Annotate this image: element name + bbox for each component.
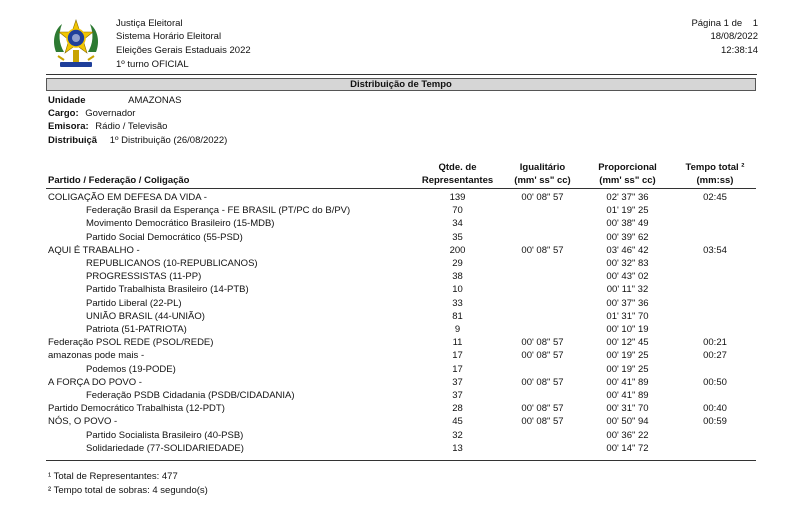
party-name: Patriota (51-PATRIOTA) (86, 324, 187, 335)
table-row (0, 336, 788, 349)
header-round: 1º turno OFICIAL (116, 59, 189, 70)
table-row (0, 231, 788, 244)
representantes-value: 139 (449, 192, 466, 203)
representantes-value: 17 (452, 363, 463, 375)
table-row (0, 323, 788, 336)
header-election: Eleições Gerais Estaduais 2022 (116, 45, 251, 56)
proporcional-value: 00' 19" 25 (606, 350, 649, 362)
emissora-value: Rádio / Televisão (95, 121, 168, 132)
party-name: Partido Liberal (22-PL) (86, 297, 182, 309)
tempo-total-value: 00:59 (703, 416, 727, 428)
party-name: AQUI É TRABALHO - (48, 244, 140, 256)
header-rule (46, 74, 757, 75)
party-name: PROGRESSISTAS (11-PP) (86, 271, 202, 283)
tempo-total-value: 00:21 (703, 337, 727, 349)
section-title: Distribuição de Tempo (46, 78, 756, 91)
table-row (0, 402, 788, 415)
cargo-label: Cargo: (48, 108, 79, 119)
proporcional-value: 00' 43" 02 (606, 271, 649, 283)
col-prop-line1: Proporcional (598, 162, 657, 173)
proporcional-value: 00' 41" 89 (606, 376, 649, 388)
igualitario-value: 00' 08" 57 (521, 416, 564, 428)
col-representantes (415, 161, 500, 187)
party-name: Solidariedade (77-SOLIDARIEDADE) (86, 442, 244, 454)
page-number: Página 1 de 1 (691, 18, 758, 29)
footnote-total-representantes: ¹ Total de Representantes: 477 (48, 471, 178, 482)
representantes-value: 33 (452, 297, 463, 309)
col-party: Partido / Federação / Coligação (48, 175, 190, 186)
party-name: UNIÃO BRASIL (44-UNIÃO) (86, 310, 205, 322)
party-name: Partido Democrático Trabalhista (12-PDT) (48, 403, 225, 415)
meta-unidade (48, 95, 181, 106)
proporcional-value: 00' 38" 49 (606, 218, 649, 230)
tempo-total-value: 00:27 (703, 350, 727, 362)
proporcional-value: 01' 31" 70 (606, 310, 649, 322)
table-header-rule (46, 188, 756, 189)
col-proporcional (585, 161, 670, 187)
tempo-total-value: 02:45 (703, 192, 727, 203)
representantes-value: 37 (452, 376, 463, 388)
representantes-value: 17 (452, 350, 463, 362)
tempo-total-value: 00:50 (703, 376, 727, 388)
party-name: amazonas pode mais - (48, 350, 145, 362)
party-name: Federação PSDB Cidadania (PSDB/CIDADANIA) (86, 390, 295, 401)
table-row (0, 415, 788, 428)
meta-emissora (48, 121, 167, 132)
representantes-value: 29 (452, 258, 463, 269)
col-igualitario (500, 161, 585, 187)
table-row (0, 217, 788, 230)
emissora-label: Emisora: (48, 121, 89, 132)
distrib-value: 1º Distribuição (26/08/2022) (109, 135, 228, 146)
header-org: Justiça Eleitoral (116, 18, 183, 29)
report-date: 18/08/2022 (710, 31, 758, 42)
table-row (0, 349, 788, 362)
proporcional-value: 00' 37" 36 (606, 297, 649, 309)
tempo-total-value: 00:40 (703, 403, 727, 415)
igualitario-value: 00' 08" 57 (521, 350, 564, 362)
representantes-value: 28 (452, 403, 463, 415)
table-row (0, 244, 788, 257)
representantes-value: 32 (452, 429, 463, 441)
brasao-seal-icon (50, 16, 102, 74)
table-row (0, 204, 788, 217)
party-name: Federação Brasil da Esperança - FE BRASIL (PT/PC do B/PV) (86, 205, 351, 217)
table-row (0, 429, 788, 442)
distrib-label: Distribuiçã (48, 135, 98, 146)
proporcional-value: 01' 19" 25 (606, 205, 649, 217)
representantes-value: 34 (452, 218, 463, 230)
meta-cargo (48, 108, 135, 119)
proporcional-value: 00' 12" 45 (606, 337, 649, 349)
representantes-value: 10 (452, 284, 463, 296)
representantes-value: 81 (452, 310, 463, 322)
proporcional-value: 02' 37" 36 (606, 192, 649, 203)
party-name: Partido Trabalhista Brasileiro (14-PTB) (86, 284, 249, 296)
table-row (0, 363, 788, 376)
col-tot-line2: (mm:ss) (696, 175, 734, 186)
representantes-value: 70 (452, 205, 463, 217)
col-tempo-total (670, 161, 760, 187)
proporcional-value: 00' 39" 62 (606, 231, 649, 243)
proporcional-value: 00' 41" 89 (606, 390, 649, 401)
representantes-value: 11 (452, 337, 463, 349)
party-name: Partido Socialista Brasileiro (40-PSB) (86, 429, 244, 441)
table-row (0, 310, 788, 323)
representantes-value: 37 (452, 390, 463, 401)
proporcional-value: 00' 31" 70 (606, 403, 649, 415)
party-name: NÓS, O POVO - (48, 416, 118, 428)
igualitario-value: 00' 08" 57 (521, 376, 564, 388)
table-row (0, 442, 788, 455)
igualitario-value: 00' 08" 57 (521, 192, 564, 203)
col-tot-line1: Tempo total ² (685, 162, 745, 173)
table-row (0, 191, 788, 204)
table-footer-rule (46, 460, 756, 461)
party-name: Partido Social Democrático (55-PSD) (86, 231, 243, 243)
table-row (0, 283, 788, 296)
meta-distribuicao (48, 135, 227, 146)
party-name: REPUBLICANOS (10-REPUBLICANOS) (86, 258, 258, 269)
table-row (0, 297, 788, 310)
col-ig-line1: Igualitário (519, 162, 566, 173)
party-name: Podemos (19-PODE) (86, 363, 176, 375)
proporcional-value: 00' 32" 83 (606, 258, 649, 269)
col-prop-line2: (mm' ss" cc) (599, 175, 656, 186)
igualitario-value: 00' 08" 57 (521, 337, 564, 349)
table-row (0, 270, 788, 283)
table-row (0, 389, 788, 402)
representantes-value: 35 (452, 231, 463, 243)
representantes-value: 13 (452, 442, 463, 454)
col-rep-line1: Qtde. de (438, 162, 477, 173)
party-name: A FORÇA DO POVO - (48, 376, 142, 388)
proporcional-value: 00' 10" 19 (606, 324, 649, 335)
party-name: Federação PSOL REDE (PSOL/REDE) (48, 337, 214, 349)
report-time: 12:38:14 (721, 45, 758, 56)
party-name: Movimento Democrático Brasileiro (15-MDB) (86, 218, 275, 230)
representantes-value: 45 (452, 416, 463, 428)
proporcional-value: 00' 14" 72 (606, 442, 649, 454)
col-rep-line2: Representantes (421, 175, 494, 186)
party-name: COLIGAÇÃO EM DEFESA DA VIDA - (48, 192, 207, 203)
proporcional-value: 00' 50" 94 (606, 416, 649, 428)
representantes-value: 38 (452, 271, 463, 283)
representantes-value: 9 (454, 324, 461, 335)
cargo-value: Governador (85, 108, 136, 119)
igualitario-value: 00' 08" 57 (521, 244, 564, 256)
proporcional-value: 03' 46" 42 (606, 244, 649, 256)
unidade-label: Unidade (48, 95, 86, 106)
footnote-tempo-sobras: ² Tempo total de sobras: 4 segundo(s) (48, 485, 208, 496)
igualitario-value: 00' 08" 57 (521, 403, 564, 415)
table-row (0, 257, 788, 270)
proporcional-value: 00' 36" 22 (606, 429, 649, 441)
proporcional-value: 00' 19" 25 (606, 363, 649, 375)
col-ig-line2: (mm' ss" cc) (514, 175, 571, 186)
unidade-value: AMAZONAS (128, 95, 182, 106)
proporcional-value: 00' 11" 32 (606, 284, 649, 296)
table-row (0, 376, 788, 389)
header-system: Sistema Horário Eleitoral (116, 31, 222, 42)
representantes-value: 200 (449, 244, 466, 256)
tempo-total-value: 03:54 (703, 244, 727, 256)
